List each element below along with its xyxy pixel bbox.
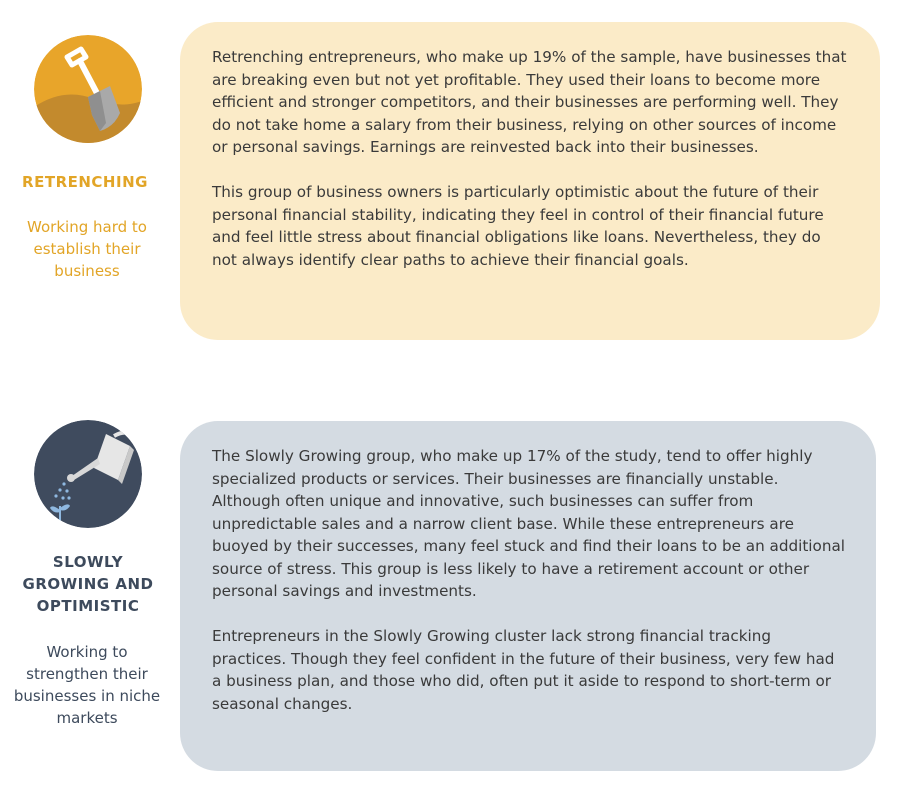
slowly-growing-description-card [180,421,876,771]
segment-title-retrenching: RETRENCHING [22,173,148,191]
watering-can-icon [34,420,142,528]
shovel-icon [34,35,142,143]
segment-title-slowly-growing: SLOWLY GROWING AND OPTIMISTIC [22,553,154,615]
slowly-growing-paragraph-2: Entrepreneurs in the Slowly Growing cluster lack strong financial tracking practices. Though they feel confident in the future of their business, very few had a business plan, and those who did, often put it aside to respond to short-term or seasonal changes. [212,627,835,713]
retrenching-paragraph-1: Retrenching entrepreneurs, who make up 19% of the sample, have businesses that are breaking even but not yet profitable. They used their loans to become more efficient and stronger competitors, and their businesses are performing well. They do not take home a salary from their business, relying on other sources of income or personal savings. Earnings are reinvested back into their businesses. [212,48,847,156]
segment-subtitle-slowly-growing: Working to strengthen their businesses in niche markets [13,643,161,727]
slowly-growing-paragraph-1: The Slowly Growing group, who make up 17% of the study, tend to offer highly specialized products or services. Their businesses are financially unstable. Although often unique and innovative, such businesses can suffer from unpredictable sales and a narrow client base. While these entrepreneurs are buoyed by their successes, many feel stuck and find their loans to be an additional source of stress. This group is less likely to have a retirement account or other personal savings and investments. [212,447,845,600]
retrenching-description-card [180,22,880,340]
segment-subtitle-retrenching: Working hard to establish their business [27,218,147,280]
retrenching-paragraph-2: This group of business owners is particularly optimistic about the future of their personal financial stability, indicating they feel in control of their financial future and feel little stress about financial obligations like loans. Nevertheless, they do not always identify clear paths to achieve their financial goals. [212,183,824,269]
